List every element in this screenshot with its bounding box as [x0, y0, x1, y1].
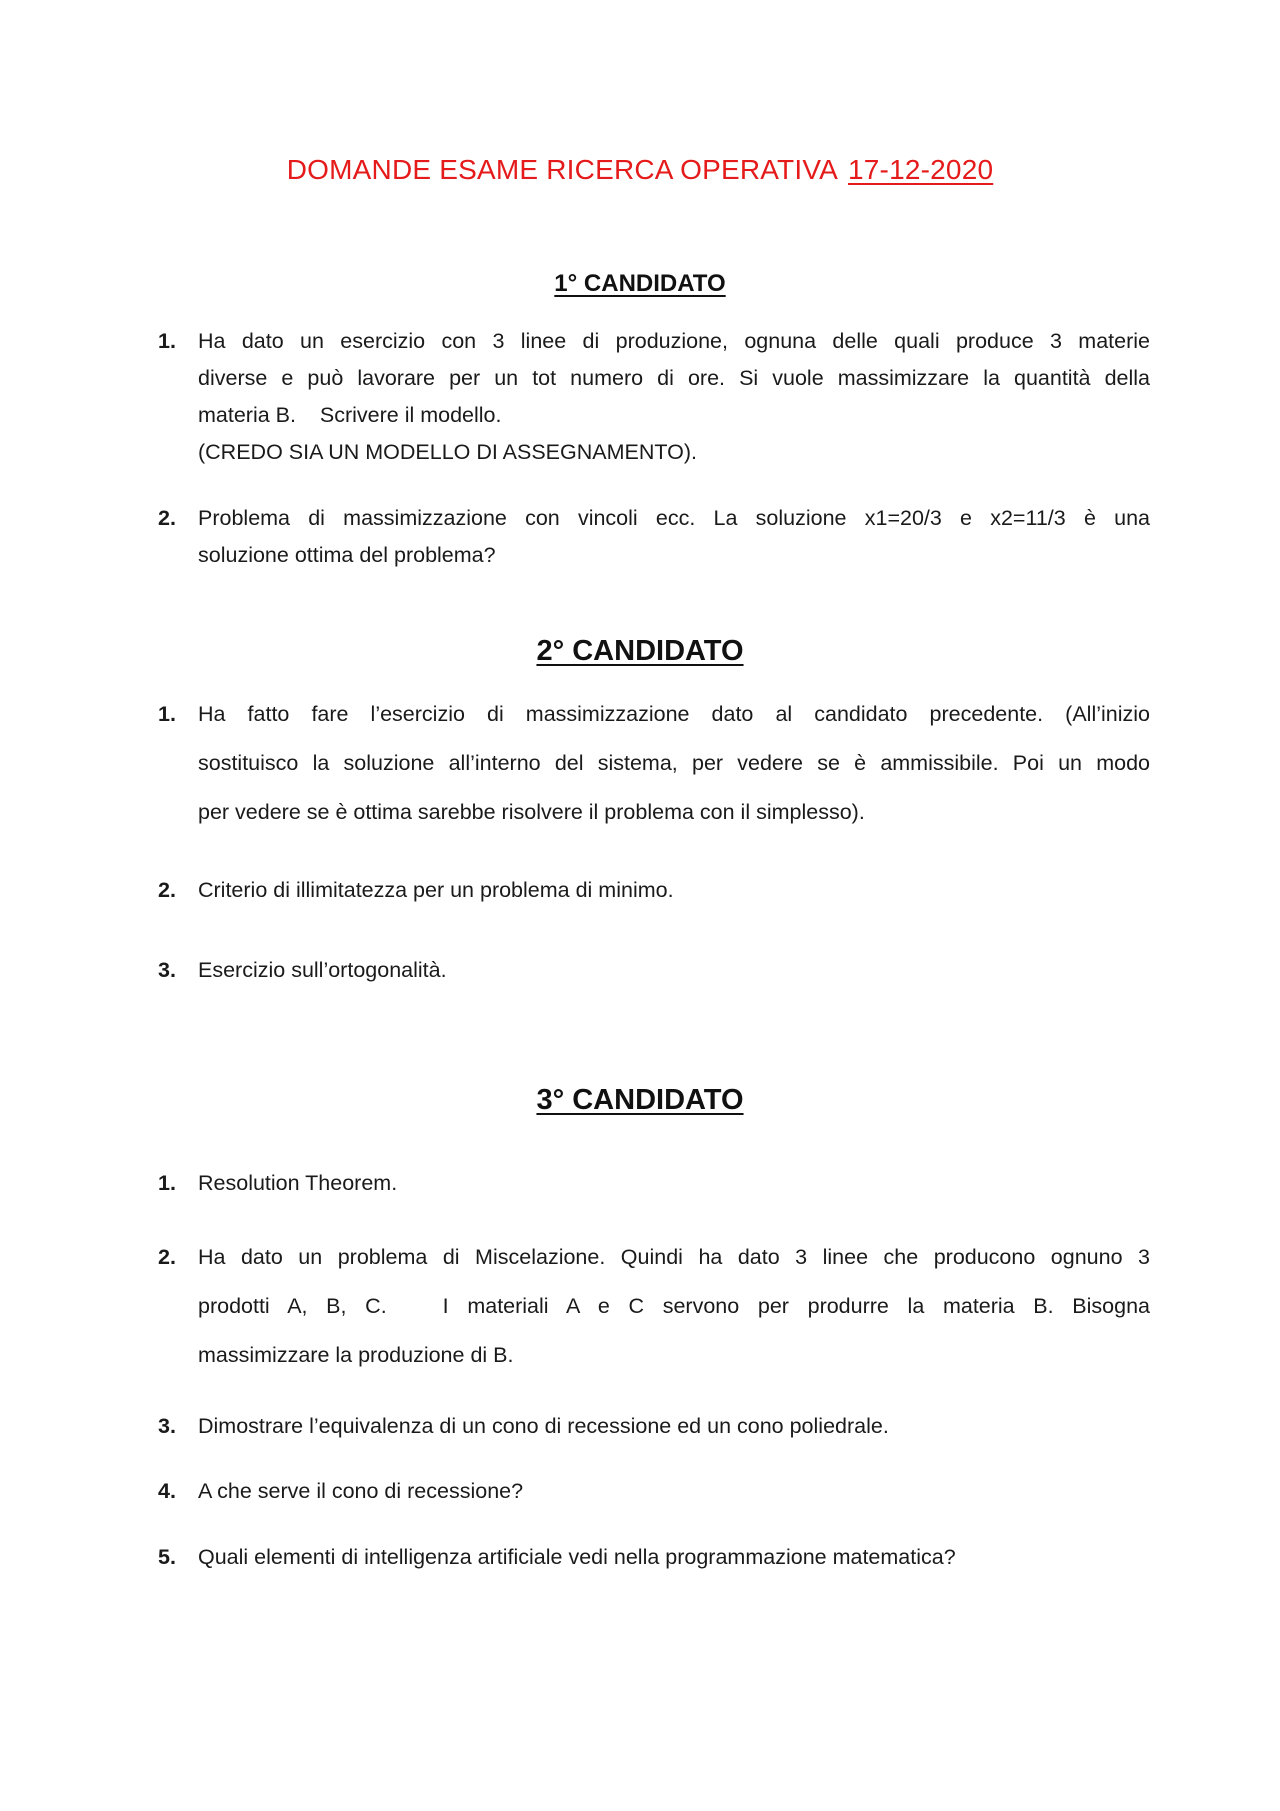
question-line: prodotti A, B, C. I materiali A e C servono per produrre la materia B. Bisogna [198, 1294, 1150, 1318]
question-text [198, 1233, 1150, 1380]
question-line: Ha dato un esercizio con 3 linee di produzione, ognuna delle quali produce 3 materie [198, 329, 1150, 353]
question-number: 3. [158, 958, 176, 982]
question-item [158, 1165, 1150, 1202]
question-line: sostituisco la soluzione all’interno del sistema, per vedere se è ammissibile. Poi un modo [198, 751, 1150, 775]
title-date: 17-12-2020 [848, 154, 994, 185]
question-item [158, 1539, 1150, 1576]
question-text [198, 1165, 1150, 1202]
question-text [198, 1408, 1150, 1445]
question-number: 2. [158, 506, 176, 530]
question-item [158, 1473, 1150, 1510]
section-heading-candidate-2: 2° CANDIDATO [536, 635, 744, 667]
question-line: Esercizio sull’ortogonalità. [198, 958, 447, 982]
question-line: materia B. Scrivere il modello. [198, 403, 502, 427]
question-number: 1. [158, 702, 176, 726]
question-item [158, 500, 1150, 574]
question-line: diverse e può lavorare per un tot numero di ore. Si vuole massimizzare la quantità della [198, 366, 1150, 390]
question-line: Problema di massimizzazione con vincoli ecc. La soluzione x1=20/3 e x2=11/3 è una [198, 506, 1150, 530]
document-title [0, 154, 1280, 186]
question-line: Criterio di illimitatezza per un problema di minimo. [198, 878, 674, 902]
title-text: DOMANDE ESAME RICERCA OPERATIVA [286, 154, 839, 185]
question-number: 2. [158, 1245, 176, 1269]
section-heading-candidate-1: 1° CANDIDATO [554, 270, 726, 297]
question-text [198, 500, 1150, 574]
question-item [158, 1233, 1150, 1380]
question-line: Quali elementi di intelligenza artificiale vedi nella programmazione matematica? [198, 1545, 956, 1569]
question-item [158, 690, 1150, 837]
question-number: 5. [158, 1545, 176, 1569]
question-number: 1. [158, 329, 176, 353]
section-heading-candidate-3: 3° CANDIDATO [536, 1084, 744, 1116]
question-line: Ha dato un problema di Miscelazione. Quindi ha dato 3 linee che producono ognuno 3 [198, 1245, 1150, 1269]
question-number: 3. [158, 1414, 176, 1438]
question-text [198, 1473, 1150, 1510]
question-item [158, 872, 1150, 909]
question-item [158, 952, 1150, 989]
question-number: 1. [158, 1171, 176, 1195]
question-text [198, 872, 1150, 909]
question-line: A che serve il cono di recessione? [198, 1479, 524, 1503]
question-number: 2. [158, 878, 176, 902]
question-text [198, 1539, 1150, 1576]
question-text [198, 323, 1150, 471]
question-item [158, 1408, 1150, 1445]
question-text [198, 690, 1150, 837]
question-item [158, 323, 1150, 471]
question-line: soluzione ottima del problema? [198, 543, 496, 567]
question-line: (CREDO SIA UN MODELLO DI ASSEGNAMENTO). [198, 440, 697, 464]
question-text [198, 952, 1150, 989]
question-number: 4. [158, 1479, 176, 1503]
question-line: Ha fatto fare l’esercizio di massimizzazione dato al candidato precedente. (All’inizio [198, 702, 1150, 726]
question-line: Dimostrare l’equivalenza di un cono di recessione ed un cono poliedrale. [198, 1414, 889, 1438]
question-line: Resolution Theorem. [198, 1171, 398, 1195]
question-line: massimizzare la produzione di B. [198, 1343, 514, 1367]
question-line: per vedere se è ottima sarebbe risolvere il problema con il simplesso). [198, 800, 865, 824]
